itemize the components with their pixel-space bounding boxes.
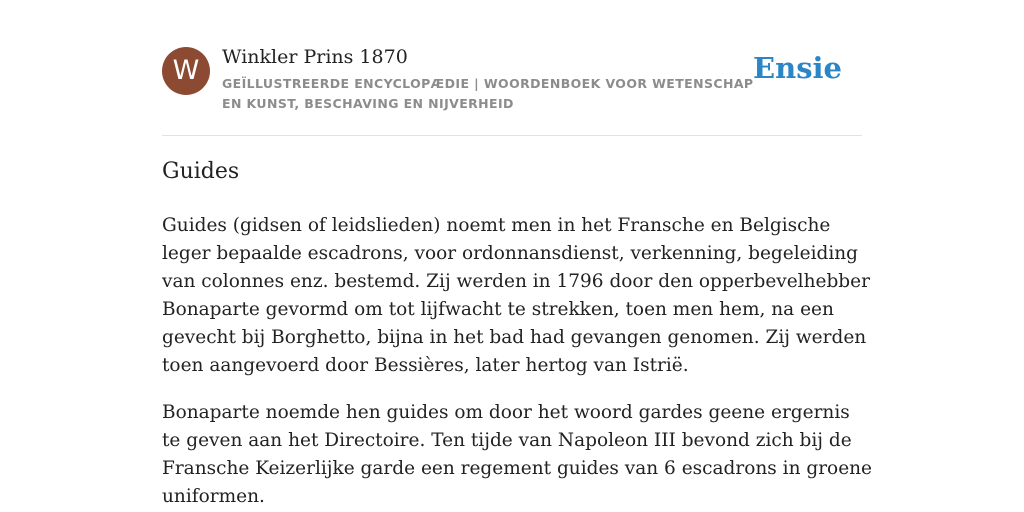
article-body xyxy=(162,212,872,512)
source-subtitle: GEÏLLUSTREERDE ENCYCLOPÆDIE | WOORDENBOEK VOOR WETENSCHAP EN KUNST, BESCHAVING EN NIJVERHEID xyxy=(222,76,754,111)
source-header xyxy=(162,45,862,136)
article-title: Guides xyxy=(162,159,240,184)
article-paragraph: Bonaparte noemde hen guides om door het woord gardes geene ergernis te geven aan het Directoire. Ten tijde van Napoleon III bevond zich bij de Fransche Keizerlijke garde een regement guides van 6 escadrons in groene uniformen. xyxy=(162,402,873,507)
article-paragraph: Guides (gidsen of leidslieden) noemt men in het Fransche en Belgische leger bepaalde escadrons, voor ordonnansdienst, verkenning, begeleiding van colonnes enz. bestemd. Zij werden in 1796 door den opperbevelhebber Bonaparte gevormd om tot lijfwacht te strekken, toen men hem, na een gevecht bij Borghetto, bijna in het bad had gevangen genomen. Zij werden toen aangevoerd door Bessières, later hertog van Istrië. xyxy=(162,215,870,376)
source-avatar: W xyxy=(162,47,210,95)
source-title[interactable]: Winkler Prins 1870 xyxy=(222,46,408,68)
ensie-logo[interactable]: Ensie xyxy=(753,51,842,85)
